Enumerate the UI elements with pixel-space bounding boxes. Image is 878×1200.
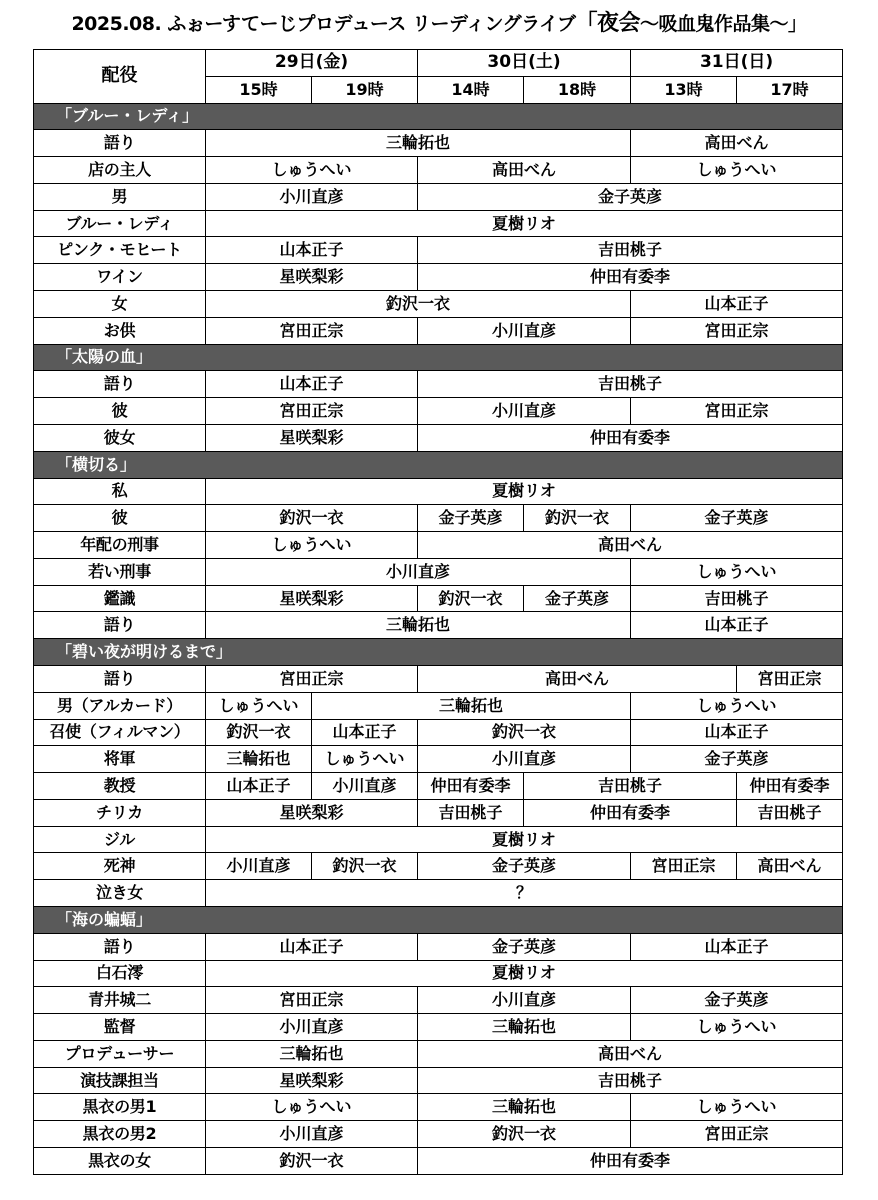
role-name: ピンク・モヒート xyxy=(34,237,206,264)
actor-name: 山本正子 xyxy=(631,612,843,639)
actor-name: 小川直彦 xyxy=(206,1121,418,1148)
cast-row xyxy=(34,853,843,880)
cast-row xyxy=(34,398,843,425)
role-name: 召使（フィルマン） xyxy=(34,719,206,746)
actor-name: 宮田正宗 xyxy=(737,665,843,692)
actor-name: 金子英彦 xyxy=(418,853,631,880)
actor-name: 釣沢一衣 xyxy=(418,1121,631,1148)
cast-row xyxy=(34,291,843,318)
actor-name: 三輪拓也 xyxy=(206,130,631,157)
role-name: 男（アルカード） xyxy=(34,692,206,719)
cast-row xyxy=(34,210,843,237)
role-name: 語り xyxy=(34,130,206,157)
actor-name: しゅうへい xyxy=(206,157,418,184)
section-header-row xyxy=(34,103,843,130)
role-name: 青井城二 xyxy=(34,987,206,1014)
actor-name: 山本正子 xyxy=(631,933,843,960)
role-name: 黒衣の男2 xyxy=(34,1121,206,1148)
title-suffix: ～吸血鬼作品集～」 xyxy=(640,13,807,35)
actor-name: 小川直彦 xyxy=(206,1014,418,1041)
cast-row xyxy=(34,237,843,264)
actor-name: 夏樹リオ xyxy=(206,826,843,853)
actor-name: 宮田正宗 xyxy=(206,987,418,1014)
actor-name: 山本正子 xyxy=(206,237,418,264)
time-header: 13時 xyxy=(631,76,737,103)
role-name: 演技課担当 xyxy=(34,1067,206,1094)
actor-name: 金子英彦 xyxy=(631,746,843,773)
actor-name: しゅうへい xyxy=(631,1014,843,1041)
actor-name: 釣沢一衣 xyxy=(206,719,312,746)
actor-name: 山本正子 xyxy=(206,371,418,398)
role-name: ブルー・レディ xyxy=(34,210,206,237)
actor-name: 山本正子 xyxy=(206,933,418,960)
role-name: 死神 xyxy=(34,853,206,880)
actor-name: 金子英彦 xyxy=(418,505,524,532)
actor-name: しゅうへい xyxy=(631,1094,843,1121)
section-title: 「海の蝙蝠」 xyxy=(34,907,843,934)
actor-name: 山本正子 xyxy=(631,719,843,746)
actor-name: 金子英彦 xyxy=(631,987,843,1014)
actor-name: 釣沢一衣 xyxy=(418,585,524,612)
cast-row xyxy=(34,130,843,157)
actor-name: ？ xyxy=(206,880,843,907)
cast-row xyxy=(34,424,843,451)
actor-name: 仲田有委李 xyxy=(737,773,843,800)
cast-row xyxy=(34,933,843,960)
actor-name: 仲田有委李 xyxy=(418,264,843,291)
actor-name: 宮田正宗 xyxy=(206,398,418,425)
role-name: 鑑識 xyxy=(34,585,206,612)
actor-name: 金子英彦 xyxy=(524,585,631,612)
role-name: 店の主人 xyxy=(34,157,206,184)
role-name: 男 xyxy=(34,183,206,210)
actor-name: 高田べん xyxy=(418,665,737,692)
actor-name: 星咲梨彩 xyxy=(206,1067,418,1094)
actor-name: 金子英彦 xyxy=(418,933,631,960)
cast-row xyxy=(34,183,843,210)
actor-name: しゅうへい xyxy=(206,1094,418,1121)
role-name: 私 xyxy=(34,478,206,505)
cast-row xyxy=(34,558,843,585)
role-name: 語り xyxy=(34,933,206,960)
cast-row xyxy=(34,773,843,800)
actor-name: 宮田正宗 xyxy=(631,853,737,880)
role-name: 黒衣の女 xyxy=(34,1148,206,1175)
actor-name: 金子英彦 xyxy=(631,505,843,532)
role-name: ジル xyxy=(34,826,206,853)
section-title: 「ブルー・レディ」 xyxy=(34,103,843,130)
actor-name: しゅうへい xyxy=(312,746,418,773)
cast-row xyxy=(34,692,843,719)
actor-name: 吉田桃子 xyxy=(418,237,843,264)
role-name: 白石澪 xyxy=(34,960,206,987)
cast-row xyxy=(34,1121,843,1148)
actor-name: 仲田有委李 xyxy=(418,424,843,451)
cast-row xyxy=(34,371,843,398)
cast-row xyxy=(34,1094,843,1121)
header-row-days xyxy=(34,50,843,77)
actor-name: 吉田桃子 xyxy=(418,371,843,398)
actor-name: 星咲梨彩 xyxy=(206,799,418,826)
cast-row xyxy=(34,505,843,532)
role-name: 年配の刑事 xyxy=(34,532,206,559)
cast-row xyxy=(34,746,843,773)
actor-name: 三輪拓也 xyxy=(206,612,631,639)
actor-name: 高田べん xyxy=(418,532,843,559)
role-header: 配役 xyxy=(34,50,206,104)
actor-name: 小川直彦 xyxy=(312,773,418,800)
cast-row xyxy=(34,880,843,907)
role-name: プロデューサー xyxy=(34,1040,206,1067)
actor-name: しゅうへい xyxy=(631,157,843,184)
actor-name: 三輪拓也 xyxy=(312,692,631,719)
actor-name: 夏樹リオ xyxy=(206,210,843,237)
actor-name: 夏樹リオ xyxy=(206,960,843,987)
role-name: 語り xyxy=(34,612,206,639)
actor-name: 釣沢一衣 xyxy=(312,853,418,880)
actor-name: 小川直彦 xyxy=(418,746,631,773)
actor-name: 山本正子 xyxy=(206,773,312,800)
role-name: 教授 xyxy=(34,773,206,800)
cast-row xyxy=(34,264,843,291)
cast-table xyxy=(33,49,843,1175)
role-name: 監督 xyxy=(34,1014,206,1041)
actor-name: 仲田有委李 xyxy=(418,1148,843,1175)
time-header: 15時 xyxy=(206,76,312,103)
actor-name: 釣沢一衣 xyxy=(206,1148,418,1175)
actor-name: 三輪拓也 xyxy=(206,746,312,773)
actor-name: 釣沢一衣 xyxy=(206,505,418,532)
cast-row xyxy=(34,799,843,826)
actor-name: 山本正子 xyxy=(312,719,418,746)
role-name: 若い刑事 xyxy=(34,558,206,585)
actor-name: 高田べん xyxy=(418,1040,843,1067)
cast-row xyxy=(34,585,843,612)
role-name: チリカ xyxy=(34,799,206,826)
actor-name: 金子英彦 xyxy=(418,183,843,210)
actor-name: 吉田桃子 xyxy=(524,773,737,800)
role-name: 将軍 xyxy=(34,746,206,773)
actor-name: 吉田桃子 xyxy=(631,585,843,612)
actor-name: 高田べん xyxy=(631,130,843,157)
cast-row xyxy=(34,532,843,559)
actor-name: 釣沢一衣 xyxy=(524,505,631,532)
cast-row xyxy=(34,1040,843,1067)
actor-name: しゅうへい xyxy=(631,558,843,585)
section-header-row xyxy=(34,451,843,478)
actor-name: 小川直彦 xyxy=(206,853,312,880)
page-title xyxy=(0,6,878,37)
actor-name: 小川直彦 xyxy=(206,183,418,210)
role-name: 語り xyxy=(34,371,206,398)
role-name: 彼 xyxy=(34,505,206,532)
actor-name: しゅうへい xyxy=(631,692,843,719)
role-name: 彼 xyxy=(34,398,206,425)
actor-name: 宮田正宗 xyxy=(206,665,418,692)
cast-row xyxy=(34,478,843,505)
actor-name: 星咲梨彩 xyxy=(206,424,418,451)
cast-row xyxy=(34,987,843,1014)
actor-name: 宮田正宗 xyxy=(631,317,843,344)
role-name: ワイン xyxy=(34,264,206,291)
time-header: 19時 xyxy=(312,76,418,103)
role-name: 黒衣の男1 xyxy=(34,1094,206,1121)
actor-name: 宮田正宗 xyxy=(206,317,418,344)
cast-row xyxy=(34,157,843,184)
actor-name: 吉田桃子 xyxy=(737,799,843,826)
section-header-row xyxy=(34,344,843,371)
actor-name: 宮田正宗 xyxy=(631,398,843,425)
actor-name: しゅうへい xyxy=(206,692,312,719)
time-header: 14時 xyxy=(418,76,524,103)
actor-name: 小川直彦 xyxy=(418,987,631,1014)
role-name: 泣き女 xyxy=(34,880,206,907)
actor-name: 釣沢一衣 xyxy=(418,719,631,746)
cast-row xyxy=(34,1148,843,1175)
cast-row xyxy=(34,1067,843,1094)
actor-name: 小川直彦 xyxy=(206,558,631,585)
role-name: 彼女 xyxy=(34,424,206,451)
actor-name: 星咲梨彩 xyxy=(206,585,418,612)
actor-name: 高田べん xyxy=(737,853,843,880)
actor-name: 仲田有委李 xyxy=(418,773,524,800)
role-name: お供 xyxy=(34,317,206,344)
day-header: 31日(日) xyxy=(631,50,843,77)
actor-name: 高田べん xyxy=(418,157,631,184)
cast-row xyxy=(34,826,843,853)
actor-name: 小川直彦 xyxy=(418,317,631,344)
actor-name: 釣沢一衣 xyxy=(206,291,631,318)
actor-name: 宮田正宗 xyxy=(631,1121,843,1148)
actor-name: 山本正子 xyxy=(631,291,843,318)
actor-name: 小川直彦 xyxy=(418,398,631,425)
section-title: 「太陽の血」 xyxy=(34,344,843,371)
actor-name: しゅうへい xyxy=(206,532,418,559)
actor-name: 吉田桃子 xyxy=(418,799,524,826)
title-main: 「夜会 xyxy=(575,11,641,36)
cast-row xyxy=(34,665,843,692)
day-header: 30日(土) xyxy=(418,50,631,77)
section-title: 「碧い夜が明けるまで」 xyxy=(34,639,843,666)
section-header-row xyxy=(34,639,843,666)
title-prefix: 2025.08. ふぉーすてーじプロデュース リーディングライブ xyxy=(71,13,576,35)
time-header: 18時 xyxy=(524,76,631,103)
cast-row xyxy=(34,719,843,746)
actor-name: 吉田桃子 xyxy=(418,1067,843,1094)
cast-row xyxy=(34,1014,843,1041)
actor-name: 三輪拓也 xyxy=(418,1014,631,1041)
role-name: 女 xyxy=(34,291,206,318)
actor-name: 仲田有委李 xyxy=(524,799,737,826)
actor-name: 星咲梨彩 xyxy=(206,264,418,291)
section-title: 「横切る」 xyxy=(34,451,843,478)
cast-table-body xyxy=(34,50,843,1175)
cast-row xyxy=(34,960,843,987)
cast-row xyxy=(34,612,843,639)
role-name: 語り xyxy=(34,665,206,692)
section-header-row xyxy=(34,907,843,934)
cast-row xyxy=(34,317,843,344)
time-header: 17時 xyxy=(737,76,843,103)
actor-name: 夏樹リオ xyxy=(206,478,843,505)
actor-name: 三輪拓也 xyxy=(206,1040,418,1067)
day-header: 29日(金) xyxy=(206,50,418,77)
actor-name: 三輪拓也 xyxy=(418,1094,631,1121)
